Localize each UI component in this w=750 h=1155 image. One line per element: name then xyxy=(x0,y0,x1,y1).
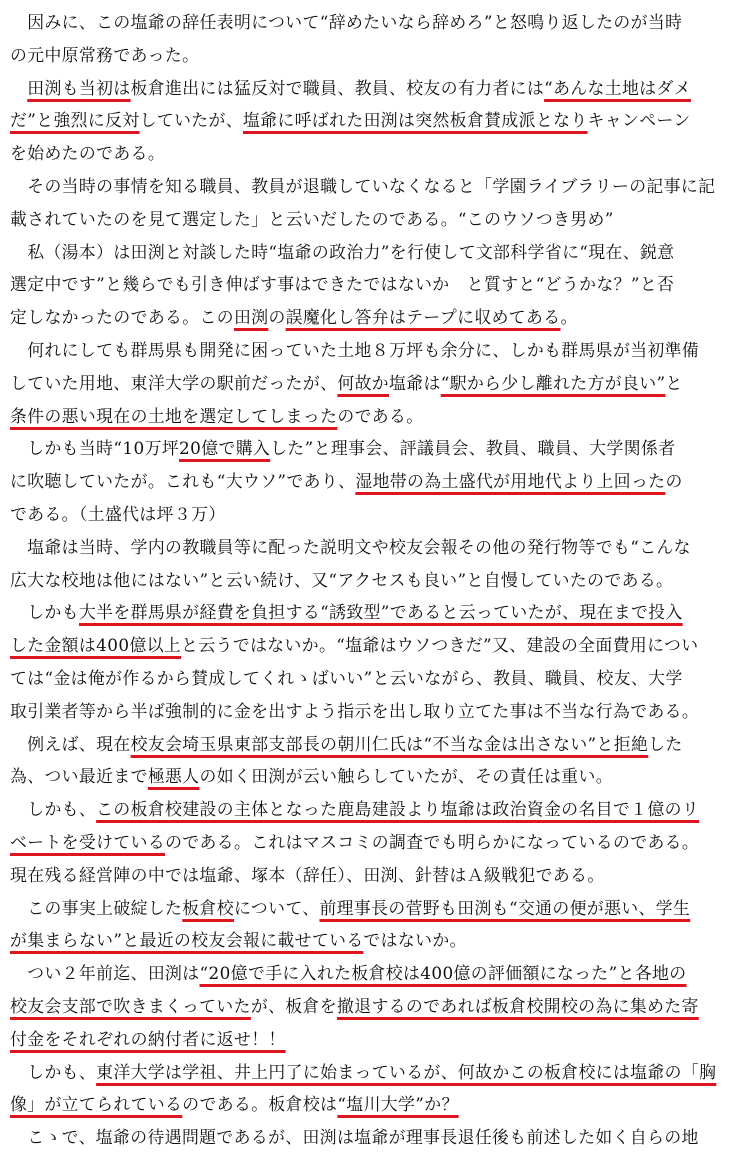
text-run: のである。板倉校は xyxy=(182,1094,338,1115)
text-run: していたが、 xyxy=(139,110,243,131)
underlined-text: 塩爺に呼ばれた田渕は突然板倉賛成派となり xyxy=(242,110,588,131)
text-run: 広大な校地は他にはない”と云い続け、又“アクセスも良い”と自慢していたのである。 xyxy=(10,569,674,590)
text-run: 。 xyxy=(560,307,578,328)
text-line xyxy=(10,37,750,73)
text-run: した”と理事会、評議員会、教員、職員、大学関係者 xyxy=(270,438,676,459)
underlined-text: 何故か xyxy=(337,372,390,393)
text-run: の如く田渕が云い触らしていたが、その責任は重い。 xyxy=(199,766,613,787)
text-run: のである。これはマスコミの調査でも明らかになっているのである。 xyxy=(165,832,700,852)
text-line xyxy=(10,758,750,794)
text-line xyxy=(10,1054,750,1090)
text-run: しかも当時“10万坪 xyxy=(10,438,180,459)
text-run: 定しなかったのである。この xyxy=(10,307,234,328)
underlined-text: 板倉校 xyxy=(182,897,234,918)
text-line xyxy=(10,529,750,565)
text-line xyxy=(10,562,750,598)
underlined-text: 撤退するのであれば板倉校開校の為に集めた寄 xyxy=(337,996,699,1016)
text-line xyxy=(10,102,750,138)
underlined-text: 誤魔化し答弁はテープに収めてある xyxy=(285,307,561,328)
text-line xyxy=(10,726,750,762)
text-run: 例えば、現在 xyxy=(10,733,131,754)
text-run: である。（土盛代は坪３万） xyxy=(10,504,226,524)
underlined-text: 像」が立てられている xyxy=(10,1094,183,1115)
underlined-text: 校友会支部で吹きまくっていた xyxy=(10,996,251,1016)
text-line xyxy=(10,496,750,532)
text-run: つい２年前迄、田渕は xyxy=(10,963,200,984)
text-run: しかも、 xyxy=(10,1061,97,1082)
underlined-text: 極悪人 xyxy=(147,766,200,787)
underlined-text: 東洋大学は学祖、井上円了に始まっているが、何故かこの板倉校には塩爺の「胸 xyxy=(96,1061,717,1082)
text-run: しかも、 xyxy=(10,799,97,820)
text-line xyxy=(10,1021,750,1057)
text-run: 現在残る経営陣の中では塩爺、塚本（辞任）、田渕、針替はＡ級戦犯である。 xyxy=(10,864,605,885)
text-line xyxy=(10,430,750,466)
text-line xyxy=(10,594,750,630)
text-run: 取引業者等から半ば強制的に金を出すよう指示を出し取り立てた事は不当な行為である。 xyxy=(10,700,700,721)
underlined-text: 湿地帯の為土盛代が用地代より上回った xyxy=(355,471,666,492)
text-run: していた用地、東洋大学の駅前だったが、 xyxy=(10,372,338,393)
underlined-text: した金額は400億以上 xyxy=(10,635,182,656)
underlined-text: 前理事長の菅野も田渕も“交通の便が悪い、学生 xyxy=(319,897,691,918)
text-run: 私（湯本）は田渕と対談した時“塩爺の政治力”を行使して文部科学省に“現在、鋭意 xyxy=(10,241,675,262)
text-run: のである。 xyxy=(337,405,424,426)
text-line xyxy=(10,365,750,401)
text-line xyxy=(10,299,750,335)
text-line xyxy=(10,988,750,1024)
underlined-text: “駅から少し離れた方が良い” xyxy=(440,372,666,393)
text-run: 載されていたのを見て選定した」と云いだしたのである。“このウソつき男め” xyxy=(10,208,614,229)
text-run: 為、つい最近まで xyxy=(10,766,148,787)
text-line xyxy=(10,922,750,958)
text-run: に吹聴していたが。これも“大ウソ”であり、 xyxy=(10,471,356,492)
text-line xyxy=(10,890,750,926)
text-run: の xyxy=(268,307,286,328)
text-run: ではないか。 xyxy=(363,930,467,951)
text-run: その当時の事情を知る職員、教員が退職していなくなると「学園ライブラリーの記事に記 xyxy=(10,176,716,196)
text-run: 板倉進出には猛反対で職員、教員、校友の有力者には xyxy=(130,77,545,98)
underlined-text: 田渕も当初は xyxy=(27,77,131,98)
text-line xyxy=(10,332,750,368)
text-run: した xyxy=(648,733,683,754)
text-line xyxy=(10,4,750,40)
text-line xyxy=(10,791,750,827)
text-run: が、板倉を xyxy=(250,996,337,1016)
text-line xyxy=(10,1086,750,1122)
underlined-text: “あんな土地はダメ xyxy=(544,77,691,98)
underlined-text: 条件の悪い現在の土地を選定してしまった xyxy=(10,405,338,426)
text-run: 因みに、この塩爺の辞任表明について“辞めたいなら辞めろ”と怒鳴り返したのが当時 xyxy=(10,12,683,32)
text-line xyxy=(10,857,750,893)
text-line xyxy=(10,201,750,237)
text-line xyxy=(10,955,750,991)
text-run: キャンペーン xyxy=(587,110,691,131)
underlined-text: 大半を群馬県が経費を負担する“誘致型”であると云っていたが、現在まで投入 xyxy=(78,602,683,623)
underlined-text: “20億で手に入れた板倉校は400億の評価額になった”と各地の xyxy=(199,963,687,984)
text-run xyxy=(10,78,27,98)
text-run: しかも xyxy=(10,602,79,623)
text-run: 何れにしても群馬県も開発に困っていた土地８万坪も余分に、しかも群馬県が当初準備 xyxy=(10,340,700,360)
underlined-text: ベートを受けている xyxy=(10,832,166,852)
text-run: この事実上破綻した xyxy=(10,897,183,918)
text-line xyxy=(10,627,750,663)
text-run: の xyxy=(665,471,683,492)
underlined-text: 校友会埼玉県東部支部長の朝川仁氏は“不当な金は出さない”と拒絶 xyxy=(130,733,649,754)
text-run: 選定中です”と幾らでも引き伸ばす事はできたではないか と質すと“どうかな？”と否 xyxy=(10,274,675,295)
underlined-text: 田渕 xyxy=(233,307,269,328)
underlined-text: この板倉校建設の主体となった鹿島建設より塩爺は政治資金の名目で１億のリ xyxy=(96,799,700,820)
text-run: を始めたのである。 xyxy=(10,143,166,164)
text-line xyxy=(10,70,750,106)
text-run: 塩爺は当時、学内の教職員等に配った説明文や校友会報その他の発行物等でも“こんな xyxy=(10,536,691,557)
underlined-text: “塩川大学”か？ xyxy=(337,1094,459,1115)
text-run: と xyxy=(665,372,683,393)
underlined-text: だ”と強烈に反対 xyxy=(10,110,140,131)
text-line xyxy=(10,463,750,499)
text-line xyxy=(10,693,750,729)
text-line xyxy=(10,266,750,302)
text-line xyxy=(10,135,750,171)
text-run: ては“金は俺が作るから賛成してくれゝばいい”と云いながら、教員、職員、校友、大学 xyxy=(10,668,683,688)
text-line xyxy=(10,234,750,270)
text-line xyxy=(10,1119,750,1155)
text-run: 塩爺は xyxy=(389,372,441,393)
text-line xyxy=(10,168,750,204)
underlined-text: が集まらない”と最近の校友会報に載せている xyxy=(10,930,364,951)
text-run: と云うではないか。“塩爺はウソつきだ”又、建設の全面費用につい xyxy=(181,635,699,656)
text-line xyxy=(10,398,750,434)
underlined-text: 20億で購入 xyxy=(179,438,271,459)
underlined-text: 付金をそれぞれの納付者に返せ！！ xyxy=(10,1028,286,1049)
text-run: こゝで、塩爺の待遇問題であるが、田渕は塩爺が理事長退任後も前述した如く自らの地 xyxy=(10,1127,699,1148)
text-run: について、 xyxy=(233,897,320,918)
text-run: の元中原常務であった。 xyxy=(10,44,200,65)
text-line xyxy=(10,824,750,860)
text-line xyxy=(10,660,750,696)
